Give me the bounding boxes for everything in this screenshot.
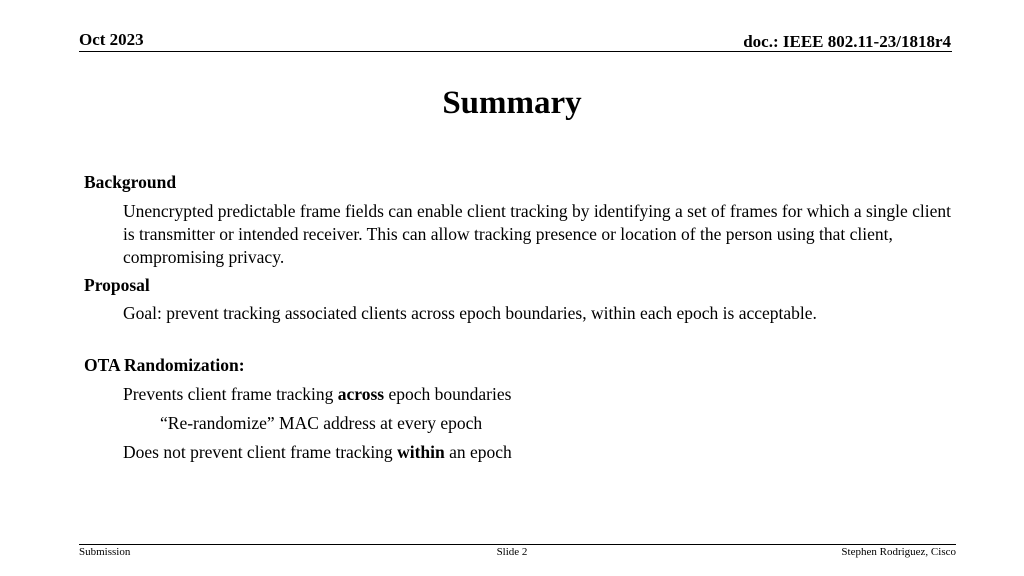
- ota-bullet-within-bold: within: [397, 442, 445, 462]
- ota-bullet-within: [123, 441, 954, 464]
- slide-body: [84, 171, 954, 464]
- footer-submission: Submission: [79, 546, 131, 558]
- header-date: Oct 2023: [79, 30, 144, 49]
- slide-title: Summary: [442, 85, 582, 121]
- ota-bullet-within-post: an epoch: [444, 442, 512, 462]
- ota-sub-bullet-rerandomize: “Re-randomize” MAC address at every epoch: [160, 413, 483, 433]
- header-doc-id: doc.: IEEE 802.11-23/1818r4: [743, 32, 951, 51]
- background-text: Unencrypted predictable frame fields can enable client tracking by identifying a set of frames for which a single client is transmitter or intended receiver. This can allow tracking presence or location of the person using that client, compromising privacy.: [123, 201, 952, 267]
- background-heading: Background: [84, 172, 177, 192]
- footer-author: Stephen Rodriguez, Cisco: [841, 546, 956, 558]
- ota-bullet-across-bold: across: [337, 384, 385, 404]
- footer-slide-number: Slide 2: [496, 546, 528, 558]
- ota-bullet-across-pre: Prevents client frame tracking: [123, 384, 338, 404]
- spacer: [84, 325, 954, 354]
- proposal-text: Goal: prevent tracking associated clients across epoch boundaries, within each epoch is acceptable.: [123, 303, 817, 323]
- ota-bullet-across: [123, 383, 954, 406]
- ota-bullet-across-post: epoch boundaries: [384, 384, 512, 404]
- header-divider: [79, 51, 952, 52]
- footer-divider: [79, 544, 956, 545]
- proposal-heading: Proposal: [84, 275, 150, 295]
- ota-bullet-within-pre: Does not prevent client frame tracking: [123, 442, 398, 462]
- ota-heading: OTA Randomization:: [84, 355, 245, 375]
